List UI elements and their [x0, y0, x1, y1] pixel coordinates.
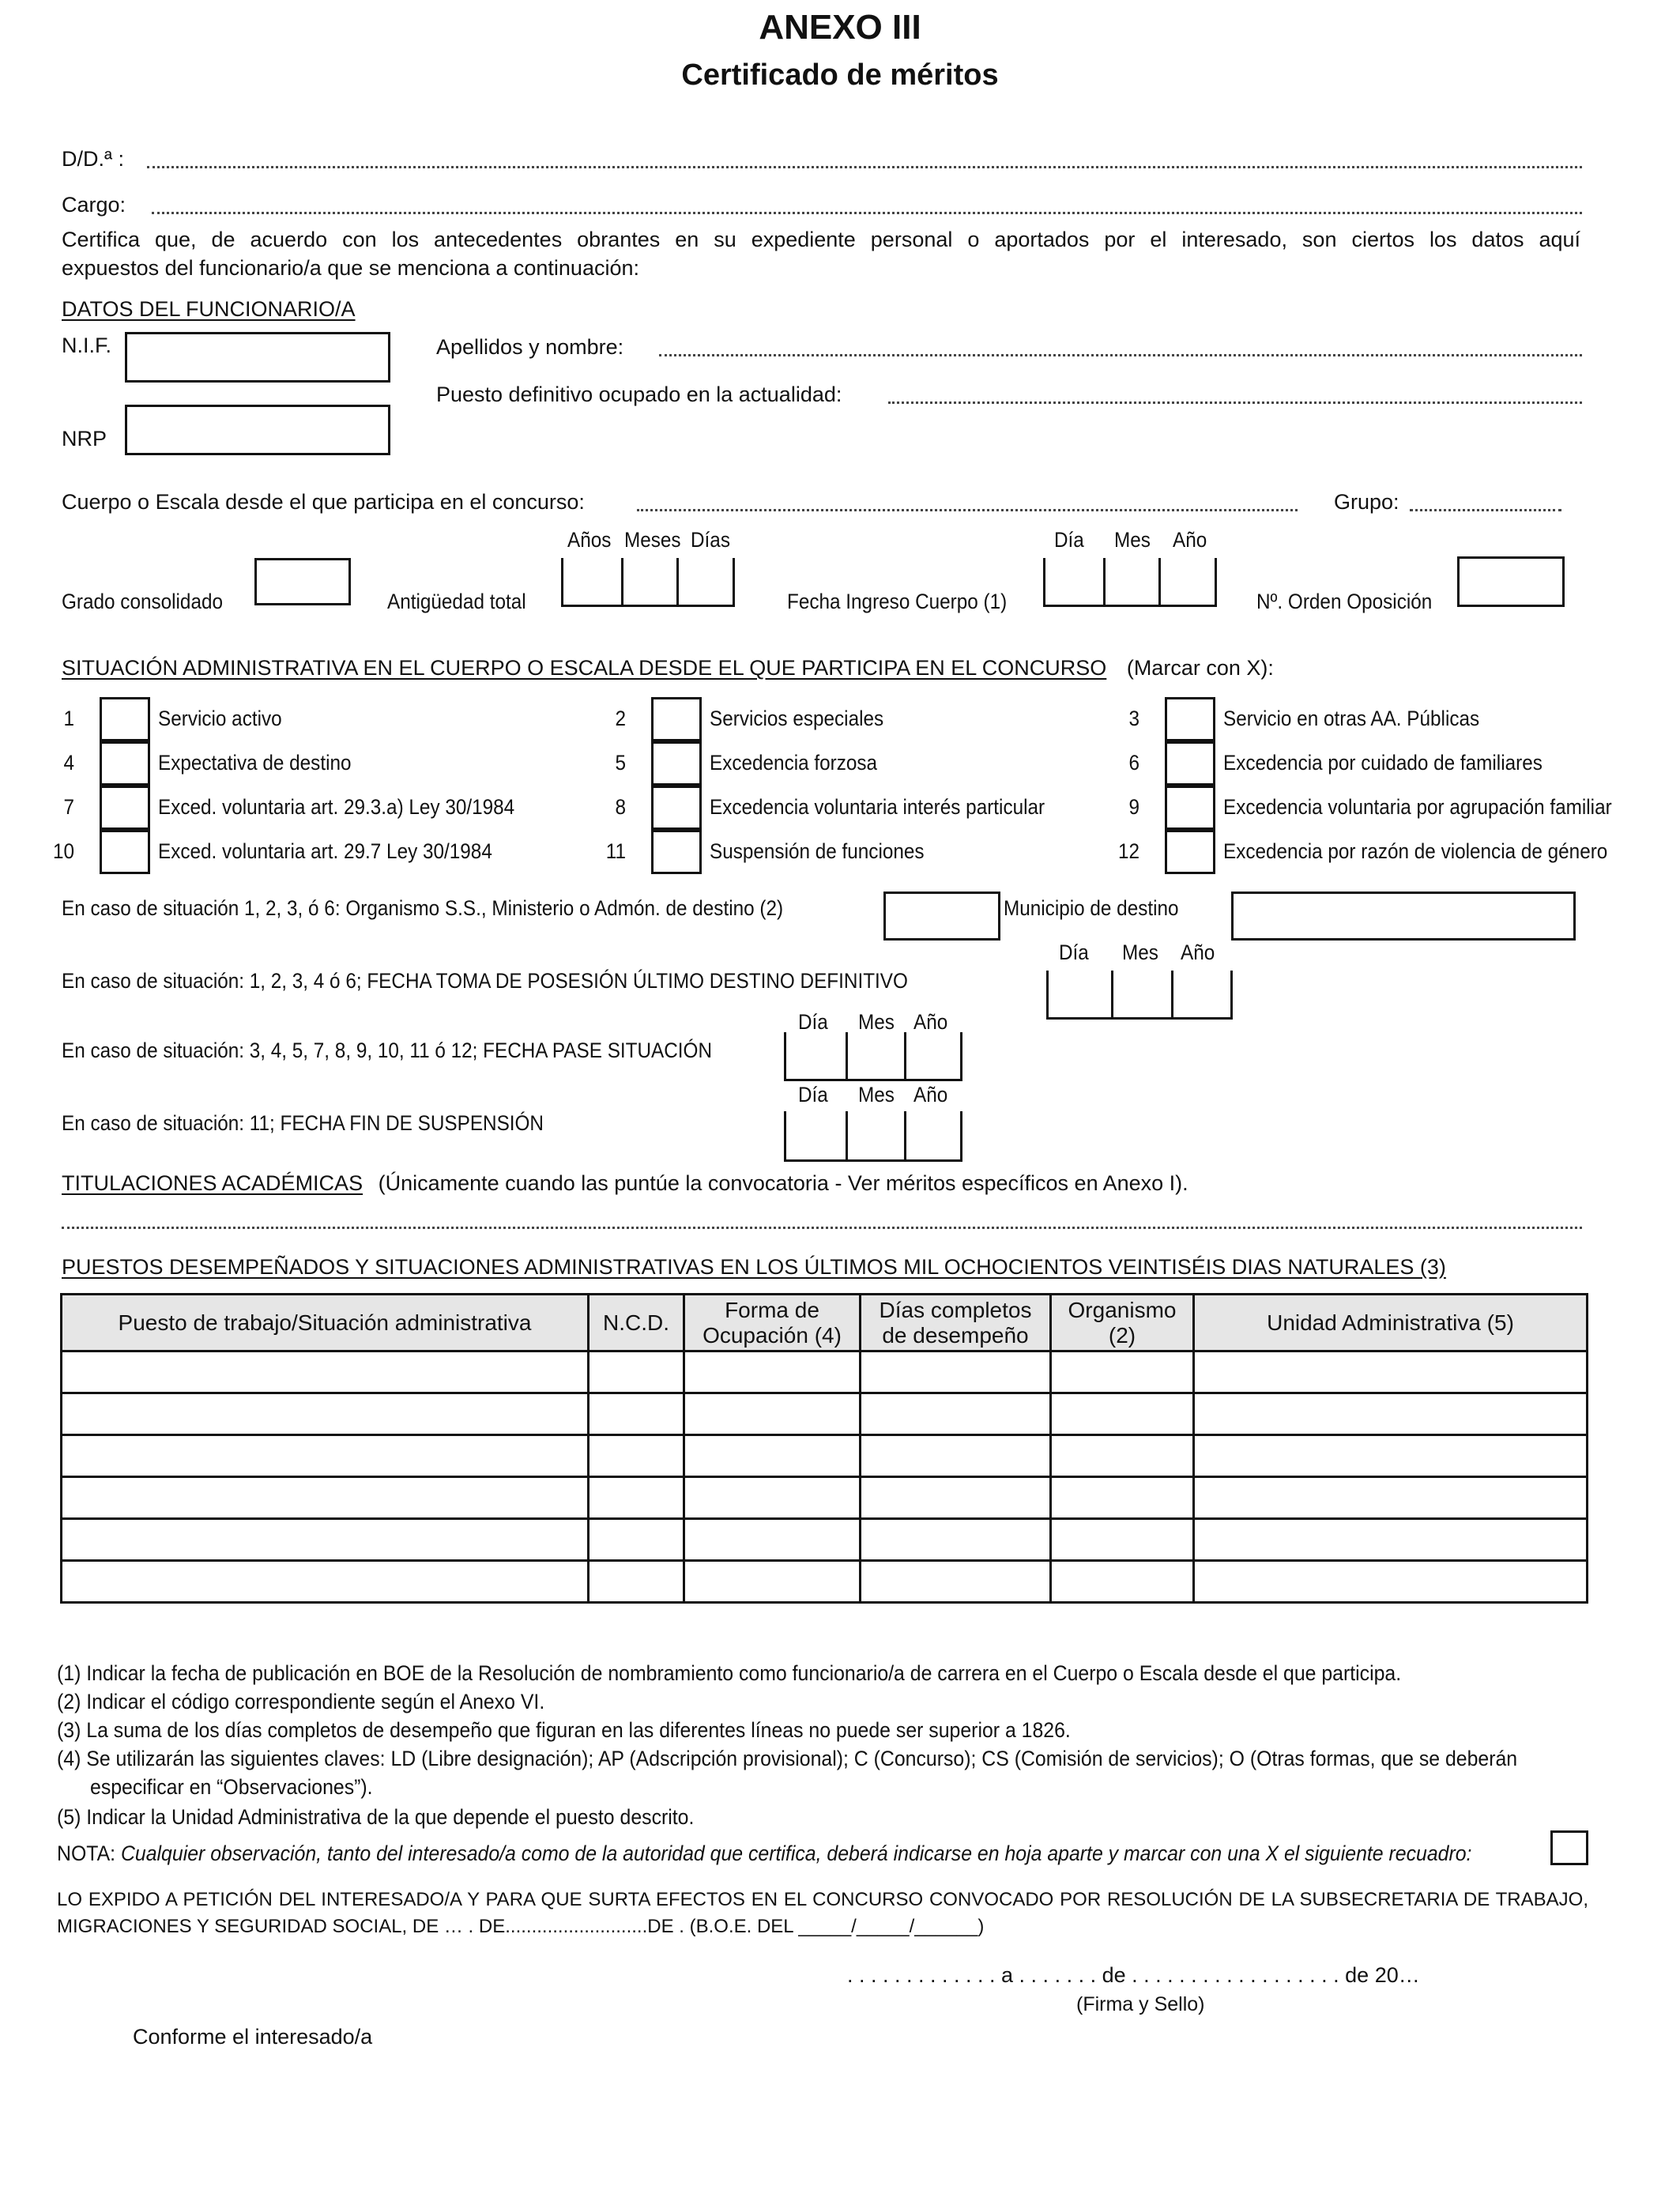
- caso4-col-mes: Mes: [858, 1083, 895, 1106]
- table-cell[interactable]: [62, 1351, 589, 1393]
- titulaciones-heading: TITULACIONES ACADÉMICAS: [62, 1171, 363, 1195]
- fecha-fin-divider: [904, 1111, 906, 1162]
- table-cell[interactable]: [1051, 1519, 1194, 1561]
- nif-label: N.I.F.: [62, 334, 112, 357]
- table-cell[interactable]: [861, 1561, 1051, 1603]
- table-cell[interactable]: [589, 1435, 684, 1477]
- table-cell[interactable]: [684, 1477, 861, 1519]
- puesto-field[interactable]: [888, 401, 1582, 404]
- certifica-text-2: expuestos del funcionario/a que se menciona a continuación:: [62, 256, 639, 280]
- expido-line1: LO EXPIDO A PETICIÓN DEL INTERESADO/A Y PARA QUE SURTA EFECTOS EN EL CONCURSO CONVOCADO POR RESOLUCIÓN DE LA SUBSECRETARIA DE TRABAJO,: [57, 1889, 1588, 1910]
- fecha-ingreso-divider: [1158, 558, 1161, 607]
- table-cell[interactable]: [684, 1561, 861, 1603]
- grupo-label: Grupo:: [1334, 490, 1399, 514]
- grado-input[interactable]: [254, 558, 351, 605]
- table-cell[interactable]: [861, 1435, 1051, 1477]
- antiguedad-label: Antigüedad total: [387, 590, 526, 613]
- situacion-checkbox-5[interactable]: [651, 741, 702, 786]
- situacion-num-7: 7: [63, 795, 74, 819]
- situacion-checkbox-2[interactable]: [651, 697, 702, 741]
- caso3-label: En caso de situación: 3, 4, 5, 7, 8, 9, 10, 11 ó 12; FECHA PASE SITUACIÓN: [62, 1039, 713, 1062]
- footnote-2: (2) Indicar el código correspondiente según el Anexo VI.: [57, 1690, 545, 1713]
- grado-label: Grado consolidado: [62, 590, 223, 613]
- situacion-num-10: 10: [52, 839, 74, 863]
- table-cell[interactable]: [62, 1435, 589, 1477]
- col-organismo: Organismo (2): [1051, 1295, 1194, 1351]
- situacion-num-4: 4: [63, 751, 74, 775]
- situacion-label-4: Expectativa de destino: [158, 751, 352, 775]
- nota-checkbox[interactable]: [1550, 1830, 1588, 1865]
- situacion-num-1: 1: [63, 707, 74, 730]
- nota-prefix: NOTA:: [57, 1842, 116, 1865]
- table-cell[interactable]: [589, 1519, 684, 1561]
- place-date: . . . . . . . . . . . . . a . . . . . . . de . . . . . . . . . . . . . . . . . . de 20…: [847, 1963, 1420, 1987]
- situacion-label-3: Servicio en otras AA. Públicas: [1223, 707, 1480, 730]
- situacion-checkbox-6[interactable]: [1165, 741, 1215, 786]
- table-row: [62, 1435, 1588, 1477]
- caso4-label: En caso de situación: 11; FECHA FIN DE SUSPENSIÓN: [62, 1111, 544, 1135]
- col-ncd: N.C.D.: [589, 1295, 684, 1351]
- table-cell[interactable]: [861, 1351, 1051, 1393]
- caso3-col-dia: Día: [798, 1010, 828, 1034]
- situacion-num-9: 9: [1128, 795, 1139, 819]
- grupo-field[interactable]: [1410, 509, 1561, 511]
- titulaciones-field[interactable]: [62, 1227, 1582, 1229]
- cuerpo-label: Cuerpo o Escala desde el que participa en el concurso:: [62, 490, 585, 514]
- orden-input[interactable]: [1457, 556, 1565, 607]
- caso1-label: En caso de situación 1, 2, 3, ó 6: Organismo S.S., Ministerio o Admón. de destino (2): [62, 896, 784, 920]
- nrp-input[interactable]: [125, 405, 390, 455]
- fecha-ingreso-col-ano: Año: [1173, 528, 1207, 552]
- table-row: [62, 1519, 1588, 1561]
- situacion-num-5: 5: [615, 751, 626, 775]
- situacion-label-2: Servicios especiales: [710, 707, 884, 730]
- table-cell[interactable]: [1051, 1351, 1194, 1393]
- table-cell[interactable]: [1194, 1477, 1588, 1519]
- document-subtitle: Certificado de méritos: [681, 58, 999, 92]
- titulaciones-note: (Únicamente cuando las puntúe la convocatoria - Ver méritos específicos en Anexo I).: [378, 1171, 1188, 1195]
- table-cell[interactable]: [1194, 1351, 1588, 1393]
- fecha-toma-posesion-input[interactable]: [1046, 971, 1233, 1020]
- col-puesto: Puesto de trabajo/Situación administrativa: [62, 1295, 589, 1351]
- cargo-label: Cargo:: [62, 193, 126, 217]
- footnote-5: (5) Indicar la Unidad Administrativa de la que depende el puesto descrito.: [57, 1805, 695, 1829]
- footnote-1: (1) Indicar la fecha de publicación en BOE de la Resolución de nombramiento como funcionario/a de carrera en el Cuerpo o Escala desde el que participa.: [57, 1661, 1402, 1685]
- situacion-heading: SITUACIÓN ADMINISTRATIVA EN EL CUERPO O ESCALA DESDE EL QUE PARTICIPA EN EL CONCURSO: [62, 656, 1107, 680]
- table-cell[interactable]: [1051, 1561, 1194, 1603]
- firma-label: (Firma y Sello): [1076, 1993, 1205, 2015]
- fecha-toma-divider: [1171, 971, 1173, 1020]
- table-cell[interactable]: [589, 1351, 684, 1393]
- municipio-label: Municipio de destino: [1004, 896, 1179, 920]
- footnote-3: (3) La suma de los días completos de desempeño que figuran en las diferentes líneas no puede ser superior a 1826.: [57, 1718, 1071, 1742]
- table-cell[interactable]: [1194, 1393, 1588, 1435]
- situacion-checkbox-11[interactable]: [651, 830, 702, 874]
- puesto-label: Puesto definitivo ocupado en la actualidad:: [436, 383, 842, 406]
- nrp-label: NRP: [62, 427, 107, 450]
- situacion-heading-note: (Marcar con X):: [1126, 656, 1274, 680]
- fecha-pase-situacion-input[interactable]: [784, 1032, 962, 1081]
- footnote-4: (4) Se utilizarán las siguientes claves: LD (Libre designación); AP (Adscripción provisional); C (Concurso); CS (Comisión de servicios); O (Otras formas, que se deberán: [57, 1747, 1518, 1770]
- col-dias-completos: Días completos de desempeño: [861, 1295, 1051, 1351]
- fecha-ingreso-col-dia: Día: [1054, 528, 1084, 552]
- situacion-checkbox-7[interactable]: [100, 786, 150, 830]
- fecha-pase-divider: [904, 1032, 906, 1081]
- document-title: ANEXO III: [759, 8, 921, 47]
- table-cell[interactable]: [684, 1519, 861, 1561]
- situacion-num-3: 3: [1128, 707, 1139, 730]
- table-cell[interactable]: [1194, 1561, 1588, 1603]
- situacion-num-6: 6: [1128, 751, 1139, 775]
- antiguedad-divider: [676, 558, 679, 607]
- table-cell[interactable]: [861, 1519, 1051, 1561]
- table-cell[interactable]: [1194, 1519, 1588, 1561]
- situacion-label-1: Servicio activo: [158, 707, 282, 730]
- table-cell[interactable]: [62, 1561, 589, 1603]
- titulaciones-row: [62, 1171, 1188, 1196]
- situacion-checkbox-12[interactable]: [1165, 830, 1215, 874]
- caso4-col-ano: Año: [913, 1083, 948, 1106]
- caso2-col-mes: Mes: [1122, 941, 1158, 964]
- table-cell[interactable]: [589, 1477, 684, 1519]
- situacion-label-11: Suspensión de funciones: [710, 839, 925, 863]
- situacion-num-11: 11: [605, 839, 626, 863]
- situacion-label-6: Excedencia por cuidado de familiares: [1223, 751, 1543, 775]
- situacion-checkbox-3[interactable]: [1165, 697, 1215, 741]
- fecha-fin-divider: [846, 1111, 848, 1162]
- situacion-label-10: Exced. voluntaria art. 29.7 Ley 30/1984: [158, 839, 492, 863]
- table-cell[interactable]: [1194, 1435, 1588, 1477]
- table-row: [62, 1393, 1588, 1435]
- orden-label: Nº. Orden Oposición: [1256, 590, 1433, 613]
- cargo-field[interactable]: [152, 212, 1582, 214]
- situacion-num-8: 8: [615, 795, 626, 819]
- antiguedad-col-meses: Meses: [624, 528, 681, 552]
- table-cell[interactable]: [684, 1435, 861, 1477]
- apellidos-label: Apellidos y nombre:: [436, 335, 624, 359]
- caso3-col-mes: Mes: [858, 1010, 895, 1034]
- table-row: [62, 1351, 1588, 1393]
- nota-row: [57, 1842, 1471, 1866]
- nif-input[interactable]: [125, 332, 390, 383]
- table-cell[interactable]: [1051, 1435, 1194, 1477]
- situacion-checkbox-4[interactable]: [100, 741, 150, 786]
- expido-line2: MIGRACIONES Y SEGURIDAD SOCIAL, DE … . DE...........................DE . (B.O.E. DEL _____/_____/______): [57, 1916, 985, 1937]
- situacion-label-5: Excedencia forzosa: [710, 751, 878, 775]
- situacion-num-2: 2: [615, 707, 626, 730]
- table-cell[interactable]: [62, 1477, 589, 1519]
- table-row: [62, 1477, 1588, 1519]
- municipio-input[interactable]: [1231, 892, 1576, 941]
- fecha-fin-suspension-input[interactable]: [784, 1111, 962, 1162]
- organismo-input[interactable]: [883, 892, 1000, 941]
- fecha-ingreso-divider: [1103, 558, 1106, 607]
- nota-text: Cualquier observación, tanto del interesado/a como de la autoridad que certifica, deberá indicarse en hoja aparte y marcar con una X el siguiente recuadro:: [120, 1842, 1472, 1865]
- situacion-checkbox-8[interactable]: [651, 786, 702, 830]
- col-forma-ocupacion: Forma de Ocupación (4): [684, 1295, 861, 1351]
- situacion-label-7: Exced. voluntaria art. 29.3.a) Ley 30/1984: [158, 795, 515, 819]
- caso3-col-ano: Año: [913, 1010, 948, 1034]
- antiguedad-col-dias: Días: [691, 528, 730, 552]
- situacion-checkbox-9[interactable]: [1165, 786, 1215, 830]
- certifica-text: Certifica que, de acuerdo con los antecedentes obrantes en su expediente personal o aportados por el interesado, son ciertos los datos aquí: [62, 228, 1580, 251]
- footnote-4-cont: especificar en “Observaciones”).: [90, 1775, 373, 1799]
- fecha-toma-divider: [1111, 971, 1113, 1020]
- dd-field[interactable]: [147, 166, 1582, 168]
- situacion-num-12: 12: [1117, 839, 1139, 863]
- caso2-label: En caso de situación: 1, 2, 3, 4 ó 6; FECHA TOMA DE POSESIÓN ÚLTIMO DESTINO DEFINITIVO: [62, 969, 908, 993]
- col-unidad-administrativa: Unidad Administrativa (5): [1194, 1295, 1588, 1351]
- table-cell[interactable]: [684, 1393, 861, 1435]
- table-cell[interactable]: [62, 1519, 589, 1561]
- fecha-ingreso-col-mes: Mes: [1114, 528, 1151, 552]
- table-cell[interactable]: [1051, 1393, 1194, 1435]
- situacion-checkbox-1[interactable]: [100, 697, 150, 741]
- table-cell[interactable]: [589, 1561, 684, 1603]
- table-cell[interactable]: [684, 1351, 861, 1393]
- antiguedad-input[interactable]: [561, 558, 735, 607]
- caso2-col-ano: Año: [1181, 941, 1215, 964]
- fecha-ingreso-label: Fecha Ingreso Cuerpo (1): [787, 590, 1008, 613]
- situacion-heading-row: [62, 656, 1274, 680]
- dd-label: D/D.ª :: [62, 147, 124, 171]
- situacion-checkbox-10[interactable]: [100, 830, 150, 874]
- caso4-col-dia: Día: [798, 1083, 828, 1106]
- datos-heading: DATOS DEL FUNCIONARIO/A: [62, 297, 356, 321]
- cuerpo-field[interactable]: [637, 509, 1298, 511]
- table-cell[interactable]: [1051, 1477, 1194, 1519]
- situacion-label-9: Excedencia voluntaria por agrupación familiar: [1223, 795, 1612, 819]
- puestos-table: [60, 1293, 1588, 1604]
- apellidos-field[interactable]: [659, 354, 1582, 356]
- antiguedad-col-anos: Años: [567, 528, 612, 552]
- table-row: [62, 1561, 1588, 1603]
- fecha-pase-divider: [846, 1032, 848, 1081]
- puestos-table-header: [62, 1295, 1588, 1351]
- table-cell[interactable]: [62, 1393, 589, 1435]
- table-cell[interactable]: [861, 1393, 1051, 1435]
- situacion-label-12: Excedencia por razón de violencia de género: [1223, 839, 1608, 863]
- table-cell[interactable]: [861, 1477, 1051, 1519]
- fecha-ingreso-input[interactable]: [1043, 558, 1217, 607]
- conforme-label: Conforme el interesado/a: [133, 2025, 373, 2049]
- table-cell[interactable]: [589, 1393, 684, 1435]
- puestos-heading: PUESTOS DESEMPEÑADOS Y SITUACIONES ADMINISTRATIVAS EN LOS ÚLTIMOS MIL OCHOCIENTOS VEINTISÉIS DIAS NATURALES (3): [62, 1255, 1446, 1279]
- caso2-col-dia: Día: [1059, 941, 1089, 964]
- situacion-label-8: Excedencia voluntaria interés particular: [710, 795, 1045, 819]
- antiguedad-divider: [621, 558, 623, 607]
